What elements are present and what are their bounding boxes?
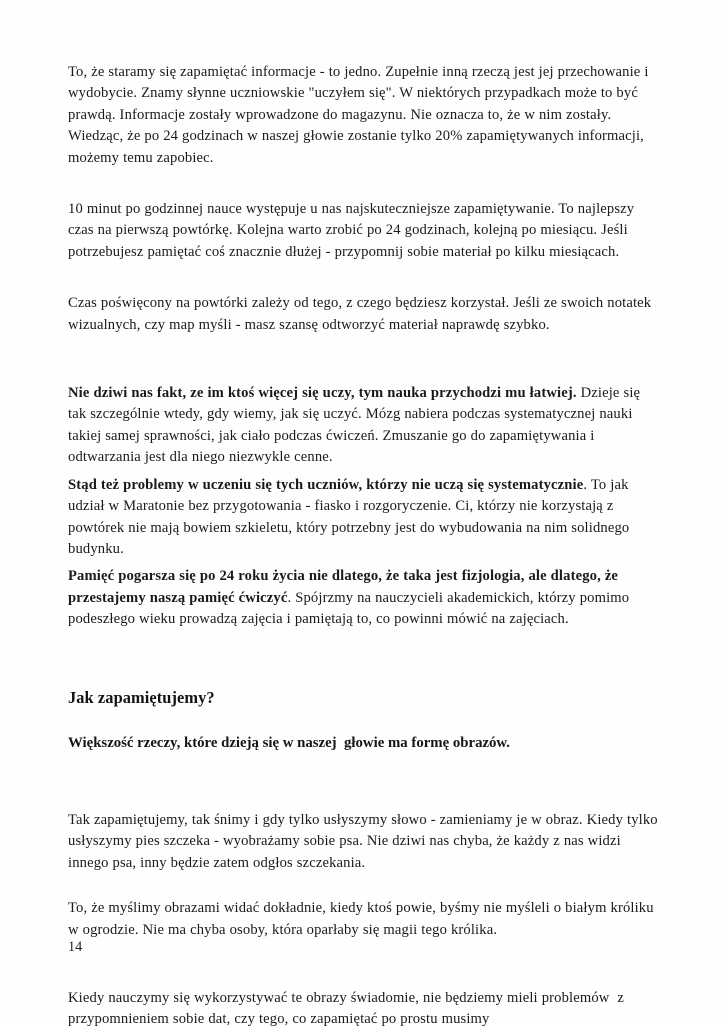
paragraph-learning-ease <box>68 383 658 469</box>
paragraph-revision-time-depends: Czas poświęcony na powtórki zależy od tego, z czego będziesz korzystał. Jeśli ze swoich notatek wizualnych, czy map myśli - masz szansę odtworzyć materiał naprawdę szybko. <box>68 295 652 333</box>
paragraph-spacer <box>68 874 658 898</box>
paragraph-words-into-images: Tak zapamiętujemy, tak śnimy i gdy tylko usłyszymy słowo - zamieniamy je w obraz. Kiedy tylko usłyszymy pies szczeka - wyobrażamy sobie psa. Nie dziwi nas chyba, że każdy z nas widzi innego psa, inny będzie zatem odgłos szczekania. <box>68 811 658 871</box>
section-heading-how-we-remember: Jak zapamiętujemy? <box>68 687 215 707</box>
paragraph-spacer <box>68 263 658 293</box>
paragraph-memory-decline-age <box>68 566 658 630</box>
paragraph-memory-storage: To, że staramy się zapamiętać informacje - to jedno. Zupełnie inną rzeczą jest jej przechowanie i wydobycie. Znamy słynne uczniowskie "uczyłem się". W niektórych przypadkach może to być prawdą. Informacje zostały wprowadzone do magazynu. Nie oznacza to, że w nim zostały. Wiedząc, że po 24 godzinach w naszej głowie zostanie tylko 20% zapamiętywanych informacji, możemy temu zapobiec. <box>68 64 649 166</box>
paragraph-spacer <box>68 941 658 988</box>
paragraph-white-rabbit: To, że myślimy obrazami widać dokładnie, kiedy ktoś powie, byśmy nie myśleli o białym króliku w ogrodzie. Nie ma chyba osoby, która oparłaby się magii tego królika. <box>68 900 654 938</box>
sub-heading-images: Większość rzeczy, które dzieją się w naszej głowie ma formę obrazów. <box>68 734 511 751</box>
paragraph-spacer <box>68 336 658 383</box>
page-content <box>68 62 658 1031</box>
paragraph-rest-text: . Spójrzmy na nauczycieli akademickich, którzy pomimo podeszłego wieku prowadzą zajęcia i pamiętają to, co powinni mówić na zajęciach. <box>68 589 630 628</box>
paragraph-lead-bold: Nie dziwi nas fakt, ze im ktoś więcej się uczy, tym nauka przychodzi mu łatwiej. <box>68 385 577 402</box>
paragraph-rest-text: Dzieje się tak szczególnie wtedy, gdy wiemy, jak się uczyć. Mózg nabiera podczas systematycznej nauki takiej samej sprawności, jak ciało podczas ćwiczeń. Zmuszanie go do zapamiętywania i odtwarzania jest dla niego niezwykle cenne. <box>68 385 641 466</box>
heading-spacer <box>68 709 658 733</box>
page-number: 14 <box>68 939 83 955</box>
paragraph-spacer <box>68 754 658 810</box>
paragraph-revision-timing: 10 minut po godzinnej nauce występuje u nas najskuteczniejsze zapamiętywanie. To najlepszy czas na pierwszą powtórkę. Kolejna warto zrobić po 24 godzinach, kolejną po miesiącu. Jeśli potrzebujesz pamiętać coś znacznie dłużej - przypomnij sobie materiał po kilku miesiącach. <box>68 201 635 260</box>
paragraph-lead-bold: Pamięć pogarsza się po 24 roku życia nie dlatego, że taka jest fizjologia, ale dlatego, że przestajemy naszą pamięć ćwiczyć <box>68 568 619 606</box>
paragraph-conscious-images: Kiedy nauczymy się wykorzystywać te obrazy świadomie, nie będziemy mieli problemów z przypomnieniem sobie dat, czy tego, co zapamiętać po prostu musimy <box>68 989 628 1028</box>
section-spacer <box>68 631 658 687</box>
paragraph-unsystematic-students <box>68 475 658 561</box>
paragraph-lead-bold: Stąd też problemy w uczeniu się tych uczniów, którzy nie uczą się systematycznie <box>68 476 584 493</box>
paragraph-rest-text: . To jak udział w Maratonie bez przygotowania - fiasko i rozgoryczenie. Ci, którzy nie korzystają z powtórek nie mają bowiem szkieletu, który potrzebny jest do wybudowania na nim solidnego budynku. <box>68 476 630 557</box>
paragraph-spacer <box>68 169 658 199</box>
